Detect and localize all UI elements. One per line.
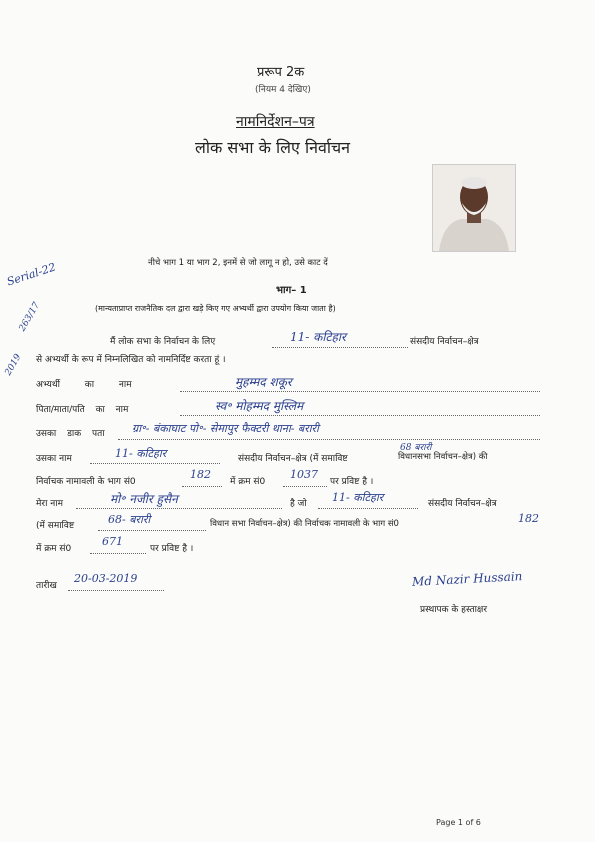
proposer-constituency-suffix: संसदीय निर्वाचन–क्षेत्र: [428, 499, 497, 509]
proposer-serial-label: में क्रम सं0: [36, 544, 72, 554]
part1-subtitle: (मान्यताप्राप्त राजनैतिक दल द्वारा खड़े किए गए अभ्यर्थी द्वारा उपयोग किया जाता है): [95, 304, 336, 313]
inclusion-mid-text: विधान सभा निर्वाचन–क्षेत्र) की निर्वाचक नामावली के भाग सं0: [210, 519, 399, 529]
inclusion-part-value: 182: [518, 512, 539, 525]
name-label: उसका नाम: [36, 454, 72, 464]
name-mid-text: संसदीय निर्वाचन–क्षेत्र (में समाविष्ट: [238, 454, 348, 464]
constituency-value: 11- कटिहार: [290, 330, 346, 344]
inclusion-assembly-value: 68- बरारी: [108, 513, 151, 526]
name-end-text: विधानसभा निर्वाचन–क्षेत्र) की: [398, 452, 488, 462]
proposer-name-mid: है जो: [290, 499, 307, 509]
signature-label: प्रस्थापक के हस्ताक्षर: [420, 605, 488, 615]
proposer-constituency: 11- कटिहार: [332, 491, 384, 504]
proposer-name-label: मेरा नाम: [36, 499, 63, 509]
proposer-serial-suffix: पर प्रविष्ट है ।: [150, 544, 194, 554]
roll-serial-label: में क्रम सं0: [230, 477, 266, 487]
proposer-name-value: मो॰ नजीर हुसैन: [110, 492, 178, 506]
father-name-value: स्व॰ मोहम्मद मुस्लिम: [215, 399, 304, 413]
constituency-line-prefix: मैं लोक सभा के निर्वाचन के लिए: [110, 337, 216, 347]
candidate-photo: [432, 164, 516, 252]
address-value: ग्रा॰- बंकाघाट पो॰- सेमापुर फैक्टरी थाना- बरारी: [132, 422, 319, 435]
candidate-name-label: अभ्यर्थी का नाम: [36, 380, 132, 390]
page-number: Page 1 of 6: [436, 818, 481, 827]
instruction-text: नीचे भाग 1 या भाग 2, इनमें से जो लागू न हो, उसे काट दें: [148, 258, 328, 268]
margin-note-year: 2019: [3, 352, 24, 378]
date-value: 20-03-2019: [74, 572, 138, 585]
margin-note-date: 263/17: [17, 300, 43, 334]
document-title: नामनिर्देशन–पत्र: [236, 114, 315, 130]
assembly-above-value: 68 बरारी: [400, 443, 432, 453]
roll-suffix: पर प्रविष्ट है ।: [330, 477, 374, 487]
roll-serial-value: 1037: [290, 468, 318, 481]
inclusion-prefix: (में समाविष्ट: [36, 521, 75, 531]
election-title: लोक सभा के लिए निर्वाचन: [195, 138, 351, 157]
proposer-serial-value: 671: [102, 535, 123, 548]
date-label: तारीख: [36, 581, 57, 591]
margin-serial-note: Serial-22: [5, 260, 58, 289]
rule-reference: (नियम 4 देखिए): [255, 85, 311, 95]
constituency-line-suffix: संसदीय निर्वाचन–क्षेत्र: [410, 337, 479, 347]
candidate-name-value: मुहम्मद शकूर: [235, 375, 292, 389]
proposer-signature: Md Nazir Hussain: [411, 569, 523, 589]
father-name-label: पिता/माता/पति का नाम: [36, 405, 129, 415]
address-label: उसका डाक पता: [36, 429, 105, 439]
roll-part-label: निर्वाचक नामावली के भाग सं0: [36, 477, 136, 487]
roll-part-value: 182: [190, 468, 211, 481]
name-value: 11- कटिहार: [115, 447, 167, 460]
nomination-statement: से अभ्यर्थी के रूप में निम्नलिखित को नामनिर्दिष्ट करता हूं ।: [36, 355, 226, 365]
part1-title: भाग– 1: [276, 285, 307, 296]
form-number: प्ररूप 2क: [257, 65, 305, 80]
